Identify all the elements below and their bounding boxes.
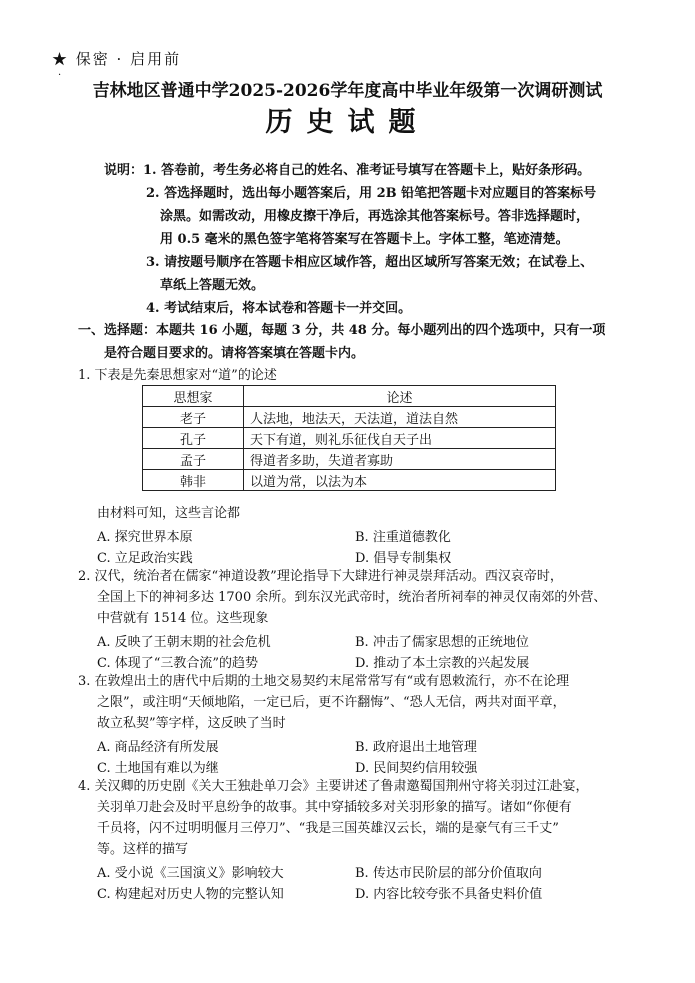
table-cell-thinker: 韩非 xyxy=(143,470,244,491)
table-header-row xyxy=(143,386,556,407)
table-header-discourse: 论述 xyxy=(244,386,556,407)
table-cell-discourse: 得道者多助，失道者寡助 xyxy=(244,449,556,470)
q2-option-b: B. 冲击了儒家思想的正统地位 xyxy=(355,635,529,650)
table-cell-thinker: 孟子 xyxy=(143,449,244,470)
instruction-line-4: 用 0.5 毫米的黑色签字笔将答案写在答题卡上。字体工整，笔迹清楚。 xyxy=(160,232,569,247)
subject-title: 历史试题 xyxy=(265,107,430,138)
q2-option-c: C. 体现了“三教合流”的趋势 xyxy=(97,656,259,671)
table-row xyxy=(143,470,556,491)
table-cell-thinker: 老子 xyxy=(143,407,244,428)
q3-option-d: D. 民间契约信用较强 xyxy=(355,761,478,776)
table-cell-discourse: 天下有道，则礼乐征伐自天子出 xyxy=(244,428,556,449)
table-row xyxy=(143,449,556,470)
q2-option-d: D. 推动了本土宗教的兴起发展 xyxy=(355,656,530,671)
exam-header-title: 吉林地区普通中学2025-2026学年度高中毕业年级第一次调研测试 xyxy=(92,81,603,101)
question-2-line-1: 2. 汉代，统治者在儒家“神道设教”理论指导下大肆进行神灵崇拜活动。西汉哀帝时， xyxy=(78,569,563,584)
q1-option-d: D. 倡导专制集权 xyxy=(355,551,452,566)
table-header-thinker: 思想家 xyxy=(143,386,244,407)
question-3-line-1: 3. 在敦煌出土的唐代中后期的土地交易契约末尾常常写有“或有恩敕流行，亦不在论理 xyxy=(78,674,570,689)
table-cell-discourse: 以道为常，以法为本 xyxy=(244,470,556,491)
table-cell-discourse: 人法地，地法天，天法道，道法自然 xyxy=(244,407,556,428)
q1-option-b: B. 注重道德教化 xyxy=(355,530,451,545)
q4-option-a: A. 受小说《三国演义》影响较大 xyxy=(97,866,284,881)
q2-option-a: A. 反映了王朝末期的社会危机 xyxy=(97,635,271,650)
instruction-line-3: 涂黑。如需改动，用橡皮擦干净后，再选涂其他答案标号。答非选择题时， xyxy=(160,209,590,224)
instruction-line-5: 3. 请按题号顺序在答题卡相应区域作答，超出区域所写答案无效；在试卷上、 xyxy=(146,255,594,270)
question-1-stem: 1. 下表是先秦思想家对“道”的论述 xyxy=(78,368,277,383)
q1-option-c: C. 立足政治实践 xyxy=(97,551,193,566)
q4-option-d: D. 内容比较夸张不具备史料价值 xyxy=(355,887,543,902)
question-4-line-3: 千员将，闪不过明明偃月三停刀”、“我是三国英雄汉云长，端的是豪气有三千丈” xyxy=(97,821,559,836)
thinkers-table xyxy=(142,385,556,491)
table-row xyxy=(143,428,556,449)
question-2-line-3: 中营就有 1514 位。这些现象 xyxy=(97,611,269,626)
question-4-line-4: 等。这样的描写 xyxy=(97,842,189,857)
q3-option-b: B. 政府退出土地管理 xyxy=(355,740,477,755)
question-1-followup: 由材料可知，这些言论都 xyxy=(97,506,241,521)
q1-option-a: A. 探究世界本原 xyxy=(97,530,193,545)
question-3-line-3: 故立私契”等字样，这反映了当时 xyxy=(97,716,286,731)
q4-option-b: B. 传达市民阶层的部分价值取向 xyxy=(355,866,542,881)
q3-option-c: C. 土地国有难以为继 xyxy=(97,761,219,776)
question-4-line-1: 4. 关汉卿的历史剧《关大王独赴单刀会》主要讲述了鲁肃邀蜀国荆州守将关羽过江赴宴， xyxy=(78,779,589,794)
section-heading-line-1: 一、选择题：本题共 16 小题，每题 3 分，共 48 分。每小题列出的四个选项中，只有一项 xyxy=(78,323,606,338)
instruction-line-1: 说明：1. 答卷前，考生务必将自己的姓名、准考证号填写在答题卡上，贴好条形码。 xyxy=(104,163,591,178)
question-2-line-2: 全国上下的神祠多达 1700 余所。到东汉光武帝时，统治者所祠奉的神灵仅南郊的外营、 xyxy=(97,590,607,605)
q4-option-c: C. 构建起对历史人物的完整认知 xyxy=(97,887,284,902)
instruction-line-7: 4. 考试结束后，将本试卷和答题卡一并交回。 xyxy=(146,301,412,316)
q3-option-a: A. 商品经济有所发展 xyxy=(97,740,219,755)
table-cell-thinker: 孔子 xyxy=(143,428,244,449)
instruction-line-2: 2. 答选择题时，选出每小题答案后，用 2B 铅笔把答题卡对应题目的答案标号 xyxy=(146,186,597,201)
confidential-label: ★ 保密 · 启用前 xyxy=(52,50,182,68)
instruction-line-6: 草纸上答题无效。 xyxy=(160,278,265,293)
question-4-line-2: 关羽单刀赴会及时平息纷争的故事。其中穿插较多对关羽形象的描写。诸如“你便有 xyxy=(97,800,572,815)
question-3-line-2: 之限”，或注明“天倾地陷，一定已后，更不许翻悔”、“恐人无信，两共对面平章， xyxy=(97,695,566,710)
bullet-dot: · xyxy=(58,70,62,81)
section-heading-line-2: 是符合题目要求的。请将答案填在答题卡内。 xyxy=(104,346,365,361)
table-row xyxy=(143,407,556,428)
